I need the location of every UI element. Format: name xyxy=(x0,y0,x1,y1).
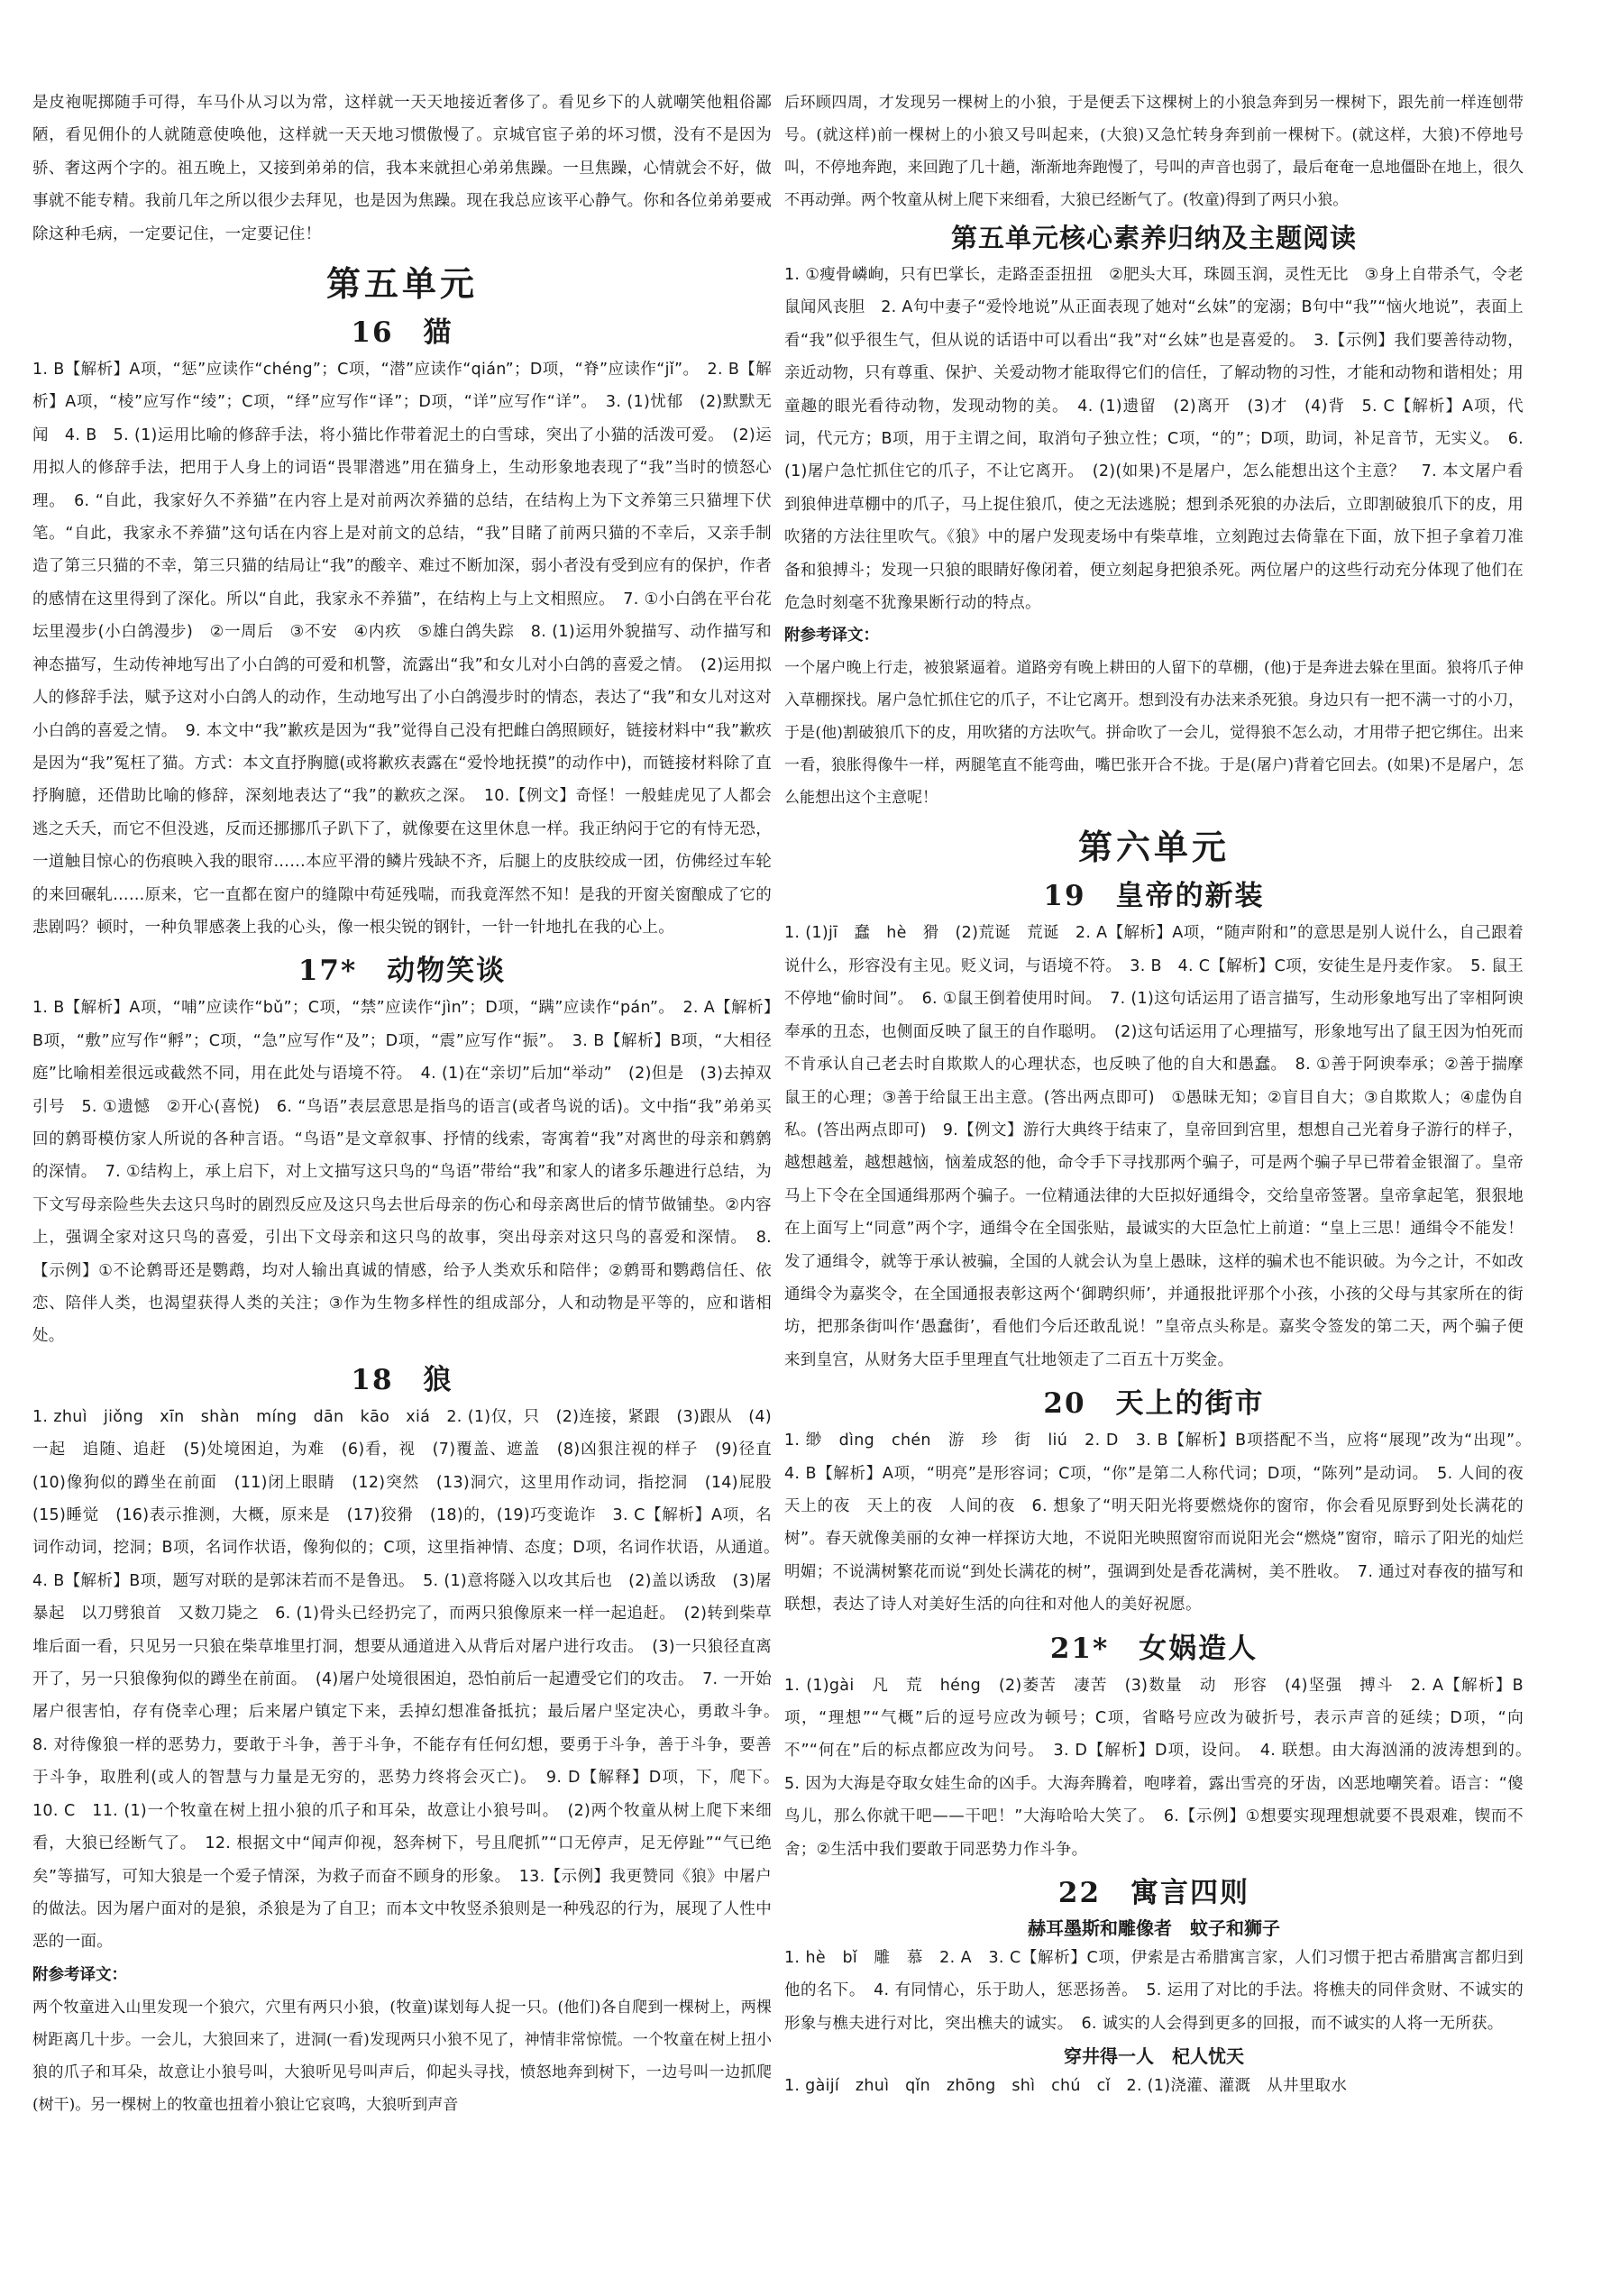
lesson-17-answers: 1. B【解析】A项，“哺”应读作“bǔ”；C项，“禁”应读作“jìn”；D项，“蹒”应读作“pán”。 2. A【解析】B项，“敷”应写作“孵”；C项，“急”应写作“及”；D项，“震”应写作“振”。 3. B【解析】B项，“大相径庭”比喻相差很远或截然不同，用在此处与语境不符。 4. (1)在“亲切”后加“举动” (2)但是 (3)去掉双引号 5. ①遗憾 ②开心(喜悦) 6. “鸟语”表层意思是指鸟的语言(或者鸟说的话)。文中指“我”弟弟买回的鹩哥模仿家人所说的各种言语。“鸟语”是文章叙事、抒情的线索，寄寓着“我”对离世的母亲和鹩鹩的深情。 7. ①结构上，承上启下，对上文描写这只鸟的“鸟语”带给“我”和家人的诸多乐趣进行总结，为下文写母亲险些失去这只鸟时的剧烈反应及这只鸟去世后母亲的伤心和母亲离世后的情节做铺垫。②内容上，强调全家对这只鸟的喜爱，引出下文母亲和这只鸟的故事，突出母亲对这只鸟的喜爱和深情。 8.【示例】①不论鹩哥还是鹦鹉，均对人输出真诚的情感，给予人类欢乐和陪伴；②鹩哥和鹦鹉信任、依恋、陪伴人类，也渴望获得人类的关注；③作为生物多样性的组成部分，人和动物是平等的，应和谐相处。 xyxy=(32,999,772,1346)
lesson-22-subtitle-2: 穿井得一人 杞人忧天 xyxy=(1064,2045,1244,2068)
lesson-22-answers-1: 1. hè bǐ 雕 慕 2. A 3. C【解析】C项，伊索是古希腊寓言家，人们习惯于把古希腊寓言都归到他的名下。 4. 有同情心，乐于助人，惩恶扬善。 5. 运用了对比的手法。将樵夫的同伴贪财、不诚实的形象与樵夫进行对比，突出樵夫的诚实。 6. 诚实的人会得到更多的回报，而不诚实的人将一无所获。 xyxy=(784,1949,1524,2033)
lesson-19-answers: 1. (1)jī 蠢 hè 猾 (2)荒诞 荒诞 2. A【解析】A项，“随声附和”的意思是别人说什么，自己跟着说什么，形容没有主见。贬义词，与语境不符。 3. B 4. C【解析】C项，安徒生是丹麦作家。 5. 鼠王不停地“偷时间”。 6. ①鼠王倒着使用时间。 7. (1)这句话运用了语言描写，生动形象地写出了宰相阿谀奉承的丑态，也侧面反映了鼠王的自作聪明。 (2)这句话运用了心理描写，形象地写出了鼠王因为怕死而不肯承认自己老去时自欺欺人的心理状态，也反映了他的自大和愚蠢。 8. ①善于阿谀奉承；②善于揣摩鼠王的心理；③善于给鼠王出主意。(答出两点即可) ①愚昧无知；②盲目自大；③自欺欺人；④虚伪自私。(答出两点即可) 9.【例文】游行大典终于结束了，皇帝回到宫里，想想自己光着身子游行的样子，越想越羞，越想越恼，恼羞成怒的他，命令手下寻找那两个骗子，可是两个骗子早已带着金银溜了。皇帝马上下令在全国通缉那两个骗子。一位精通法律的大臣拟好通缉令，交给皇帝签署。皇帝拿起笔，狠狠地在上面写上“同意”两个字，通缉令在全国张贴，最诚实的大臣急忙上前道：“皇上三思！通缉令不能发！发了通缉令，就等于承认被骗，全国的人就会认为皇上愚昧，这样的骗术也不能识破。为今之计，不如改通缉令为嘉奖令，在全国通报表彰这两个‘御聘织师’，并通报批评那个小孩，小孩的父母与其家所在的街坊，把那条街叫作‘愚蠢街’，看他们今后还敢乱说！”皇帝点头称是。嘉奖令签发的第二天，两个骗子便来到皇宫，从财务大臣手里理直气壮地领走了二百五十万奖金。 xyxy=(784,924,1524,1369)
intro-translation-text: 是皮袍呢掷随手可得，车马仆从习以为常，这样就一天天地接近奢侈了。看见乡下的人就嘲笑他粗俗鄙陋，看见佣仆的人就随意使唤他，这样就一天天地习惯傲慢了。京城官宦子弟的坏习惯，没有不是因为骄、奢这两个字的。祖五晚上，又接到弟弟的信，我本来就担心弟弟焦躁。一旦焦躁，心情就会不好，做事就不能专精。我前几年之所以很少去拜见，也是因为焦躁。现在我总应该平心静气。你和各位弟弟要戒除这种毛病，一定要记住，一定要记住！ xyxy=(32,94,772,243)
unit-5-heading: 第五单元 xyxy=(325,263,478,305)
lesson-21-answers: 1. (1)gài 凡 荒 héng (2)萎苦 凄苦 (3)数量 动 形容 (4)坚强 搏斗 2. A【解析】B项，“理想”“气概”后的逗号应改为顿号；C项，省略号应改为破折号，表示声音的延续；D项，“向不”“何在”后的标点都应改为问号。 3. D【解析】D项，设问。 4. 联想。由大海汹涌的波涛想到的。 5. 因为大海是夺取女娃生命的凶手。大海奔腾着，咆哮着，露出雪亮的牙齿，凶恶地嘲笑着。语言：“傻鸟儿，那么你就干吧——干吧！”大海哈哈大笑了。 6.【示例】①想要实现理想就要不畏艰难，锲而不舍；②生活中我们要敢于同恶势力作斗争。 xyxy=(784,1676,1540,1859)
translation-continued-text: 后环顾四周，才发现另一棵树上的小狼，于是便丢下这棵树上的小狼急奔到另一棵树下，跟先前一样连刨带号。(就这样)前一棵树上的小狼又号叫起来，(大狼)又急忙转身奔到前一棵树下。(就这样，大狼)不停地号叫，不停地奔跑，来回跑了几十趟，渐渐地奔跑慢了，号叫的声音也弱了，最后奄奄一息地僵卧在地上，很久不再动弹。两个牧童从树上爬下来细看，大狼已经断气了。(牧童)得到了两只小狼。 xyxy=(784,94,1524,209)
unit-5-summary-title: 第五单元核心素养归纳及主题阅读 xyxy=(950,223,1357,253)
lesson-20-answers: 1. 缈 dìng chén 游 珍 街 liú 2. D 3. B【解析】B项搭配不当，应将“展现”改为“出现”。 4. B【解析】A项，“明亮”是形容词；C项，“你”是第二人称代词；D项，“陈列”是动词。 5. 人间的夜 天上的夜 天上的夜 人间的夜 6. 想象了“明天阳光将要燃烧你的窗帘，你会看见原野到处长满花的树”。春天就像美丽的女神一样探访大地，不说阳光映照窗帘而说阳光会“燃烧”窗帘，暗示了阳光的灿烂明媚；不说满树繁花而说“到处长满花的树”，强调到处是香花满树，美不胜收。 7. 通过对春夜的描写和联想，表达了诗人对美好生活的向往和对他人的美好祝愿。 xyxy=(784,1432,1540,1615)
right-column xyxy=(784,87,1540,2268)
lesson-17-title: 17* 动物笑谈 xyxy=(297,955,507,988)
lesson-16-answers: 1. B【解析】A项，“惩”应读作“chéng”；C项，“潜”应读作“qián”；D项，“脊”应读作“jǐ”。 2. B【解析】A项，“棱”应写作“绫”；C项，“绎”应写作“译”；D项，“详”应写作“详”。 3. (1)忧郁 (2)默默无闻 4. B 5. (1)运用比喻的修辞手法，将小猫比作带着泥土的白雪球，突出了小猫的活泼可爱。 (2)运用拟人的修辞手法，把用于人身上的词语“畏罪潜逃”用在猫身上，生动形象地表现了“我”当时的愤怒心理。 6. “自此，我家好久不养猫”在内容上是对前两次养猫的总结，在结构上为下文养第三只猫埋下伏笔。“自此，我家永不养猫”这句话在内容上是对前文的总结，“我”目睹了前两只猫的不幸后，又亲手制造了第三只猫的不幸，第三只猫的结局让“我”的酸辛、难过不断加深，弱小者没有受到应有的保护，作者的感情在这里得到了深化。所以“自此，我家永不养猫”，在结构上与上文相照应。 7. ①小白鸽在平台花坛里漫步(小白鸽漫步) ②一周后 ③不安 ④内疚 ⑤雄白鸽失踪 8. (1)运用外貌描写、动作描写和神态描写，生动传神地写出了小白鸽的可爱和机警，流露出“我”和女儿对小白鸽的喜爱之情。 (2)运用拟人的修辞手法，赋予这对小白鸽人的动作，生动地写出了小白鸽漫步时的情态，表达了“我”和女儿对这对小白鸽的喜爱之情。 9. 本文中“我”歉疚是因为“我”觉得自己没有把雌白鸽照顾好，链接材料中“我”歉疚是因为“我”冤枉了猫。方式：本文直抒胸臆(或将歉疚表露在“爱怜地抚摸”的动作中)，而链接材料除了直抒胸臆，还借助比喻的修辞，深刻地表达了“我”的歉疚之深。 10.【例文】奇怪！一般蛙虎见了人都会逃之夭夭，而它不但没逃，反而还挪挪爪子趴下了，就像要在这里休息一样。我正纳闷于它的有恃无恐，一道触目惊心的伤痕映入我的眼帘……本应平滑的鳞片残缺不齐，后腿上的皮肤绞成一团，仿佛经过车轮的来回碾轧……原来，它一直都在窗户的缝隙中苟延残喘，而我竟浑然不知！是我的开窗关窗酿成了它的悲剧吗？顿时，一种负罪感袭上我的心头，像一根尖锐的钢针，一针一针地扎在我的心上。 xyxy=(32,361,772,937)
lesson-22-subtitle-1: 赫耳墨斯和雕像者 蚊子和狮子 xyxy=(1028,1917,1280,1940)
attached-translation-label: 附参考译文： xyxy=(32,1965,127,1984)
unit-5-summary-answers: 1. ①瘦骨嶙峋，只有巴掌长，走路歪歪扭扭 ②肥头大耳，珠圆玉润，灵性无比 ③身上自带杀气，令老鼠闻风丧胆 2. A句中妻子“爱怜地说”从正面表现了她对“幺妹”的宠溺；B句中“我”“恼火地说”，表面上看“我”似乎很生气，但从说的话语中可以看出“我”对“幺妹”也是喜爱的。 3.【示例】我们要善待动物，亲近动物，只有尊重、保护、关爱动物才能取得它们的信任，了解动物的习性，才能和动物和谐相处；用童趣的眼光看待动物，发现动物的美。 4. (1)遗留 (2)离开 (3)才 (4)背 5. C【解析】A项，代词，代元方；B项，用于主谓之间，取消句子独立性；C项，“的”；D项，助词，补足音节，无实义。 6. (1)屠户急忙抓住它的爪子，不让它离开。 (2)(如果)不是屠户，怎么能想出这个主意？ 7. 本文屠户看到狼伸进草棚中的爪子，马上捉住狼爪，使之无法逃脱；想到杀死狼的办法后，立即割破狼爪下的皮，用吹猪的方法往里吹气。《狼》中的屠户发现麦场中有柴草堆，立刻跑过去倚靠在下面，放下担子拿着刀准备和狼搏斗；发现一只狼的眼睛好像闭着，便立刻起身把狼杀死。两位屠户的这些行动充分体现了他们在危急时刻毫不犹豫果断行动的特点。 xyxy=(784,266,1524,613)
attached-translation-text: 一个屠户晚上行走，被狼紧逼着。道路旁有晚上耕田的人留下的草棚，(他)于是奔进去躲在里面。狼将爪子伸入草棚探找。屠户急忙抓住它的爪子，不让它离开。想到没有办法来杀死狼。身边只有一把不满一寸的小刀，于是(他)割破狼爪下的皮，用吹猪的方法吹气。拼命吹了一会儿，觉得狼不怎么动，才用带子把它绑住。出来一看，狼胀得像牛一样，两腿笔直不能弯曲，嘴巴张开合不拢。于是(屠户)背着它回去。(如果)不是屠户，怎么能想出这个主意呢！ xyxy=(784,659,1524,808)
lesson-18-title: 18 狼 xyxy=(351,1363,453,1396)
lesson-22-answers-2: 1. gàijí zhuì qǐn zhōng shì chú cǐ 2. (1)浇灌、灌溉 从井里取水 xyxy=(784,2077,1348,2096)
lesson-22-title: 22 寓言四则 xyxy=(1057,1877,1250,1910)
lesson-21-title: 21* 女娲造人 xyxy=(1049,1632,1259,1665)
lesson-20-title: 20 天上的街市 xyxy=(1043,1387,1265,1421)
attached-translation-label: 附参考译文： xyxy=(784,627,879,645)
unit-6-heading: 第六单元 xyxy=(1077,827,1230,868)
lesson-19-title: 19 皇帝的新装 xyxy=(1043,880,1265,913)
lesson-16-title: 16 猫 xyxy=(351,316,453,350)
attached-translation-text: 两个牧童进入山里发现一个狼穴，穴里有两只小狼，(牧童)谋划每人捉一只。(他们)各自爬到一棵树上，两棵树距离几十步。一会儿，大狼回来了，进洞(一看)发现两只小狼不见了，神情非常惊慌。一个牧童在树上扭小狼的爪子和耳朵，故意让小狼号叫，大狼听见号叫声后，仰起头寻找，愤怒地奔到树下，一边号叫一边抓爬(树干)。另一棵树上的牧童也扭着小狼让它哀鸣，大狼听到声音 xyxy=(32,1998,772,2114)
lesson-18-answers: 1. zhuì jiǒng xīn shàn míng dān kāo xiá 2. (1)仅，只 (2)连接，紧跟 (3)跟从 (4)一起 追随、追赶 (5)处境困迫，为难 (6)看，视 (7)覆盖、遮盖 (8)凶狠注视的样子 (9)径直 (10)像狗似的蹲坐在前面 (11)闭上眼睛 (12)突然 (13)洞穴，这里用作动词，指挖洞 (14)屁股 (15)睡觉 (16)表示推测，大概，原来是 (17)狡猾 (18)的，(19)巧变诡诈 3. C【解析】A项，名词作动词，挖洞；B项，名词作状语，像狗似的；C项，这里指神情、态度；D项，名词作状语，从通道。 4. B【解析】B项，题写对联的是郭沫若而不是鲁迅。 5. (1)意将隧入以攻其后也 (2)盖以诱敌 (3)屠暴起 以刀劈狼首 又数刀毙之 6. (1)骨头已经扔完了，而两只狼像原来一样一起追赶。 (2)转到柴草堆后面一看，只见另一只狼在柴草堆里打洞，想要从通道进入从背后对屠户进行攻击。 (3)一只狼径直离开了，另一只狼像狗似的蹲坐在前面。 (4)屠户处境很困迫，恐怕前后一起遭受它们的攻击。 7. 一开始屠户很害怕，存有侥幸心理；后来屠户镇定下来，丢掉幻想准备抵抗；最后屠户坚定决心，勇敢斗争。 8. 对待像狼一样的恶势力，要敢于斗争，善于斗争，不能存有任何幻想，要勇于斗争，善于斗争，要善于斗争，取胜利(或人的智慧与力量是无穷的，恶势力终将会灭亡)。 9. D【解释】D项，下，爬下。 10. C 11. (1)一个牧童在树上扭小狼的爪子和耳朵，故意让小狼号叫。 (2)两个牧童从树上爬下来细看，大狼已经断气了。 12. 根据文中“闻声仰视，怒奔树下，号且爬抓”“口无停声，足无停趾”“气已绝矣”等描写，可知大狼是一个爱子情深，为救子而奋不顾身的形象。 13.【示例】我更赞同《狼》中屠户的做法。因为屠户面对的是狼，杀狼是为了自卫；而本文中牧竖杀狼则是一种残忍的行为，展现了人性中恶的一面。 xyxy=(32,1407,788,1952)
left-column xyxy=(32,87,788,2268)
